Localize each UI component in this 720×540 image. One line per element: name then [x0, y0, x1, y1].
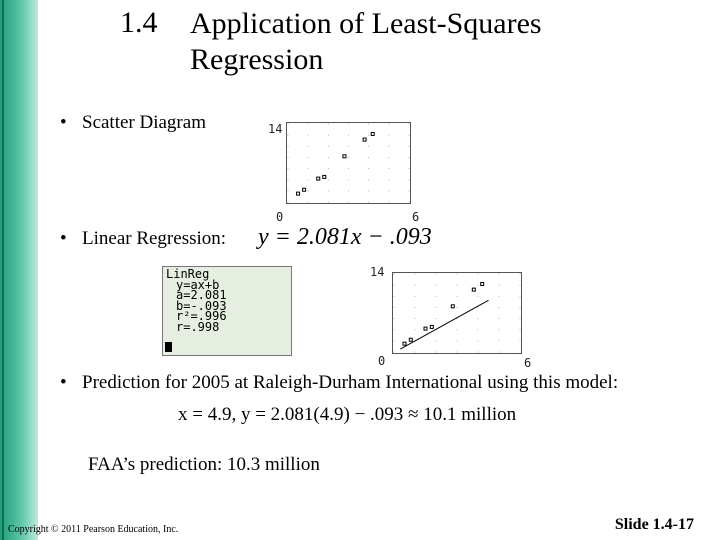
grid-dot: [368, 202, 369, 203]
grid-dot: [520, 318, 521, 319]
grid-dot: [409, 157, 410, 158]
grid-dot: [288, 202, 289, 203]
grid-dot: [409, 168, 410, 169]
grid-dot: [409, 202, 410, 203]
plot2-x-tick-min: 0: [378, 354, 386, 368]
data-point: [472, 288, 475, 291]
grid-dot: [436, 274, 437, 275]
calc-line: LinReg: [166, 267, 210, 281]
grid-dot: [308, 202, 309, 203]
grid-dot: [415, 296, 416, 297]
grid-dot: [388, 179, 389, 180]
grid-dot: [348, 202, 349, 203]
scatter-plot: [286, 122, 411, 204]
grid-dot: [415, 329, 416, 330]
grid-dot: [368, 157, 369, 158]
grid-dot: [499, 274, 500, 275]
prediction-equation: x = 4.9, y = 2.081(4.9) − .093 ≈ 10.1 million: [178, 404, 517, 425]
grid-dot: [288, 179, 289, 180]
grid-dot: [288, 146, 289, 147]
data-point: [343, 155, 346, 158]
bullet-icon: •: [60, 228, 67, 249]
grid-dot: [499, 340, 500, 341]
grid-dot: [368, 168, 369, 169]
grid-dot: [308, 157, 309, 158]
grid-dot: [457, 307, 458, 308]
grid-dot: [328, 146, 329, 147]
grid-dot: [368, 135, 369, 136]
grid-dot: [415, 318, 416, 319]
grid-dot: [308, 168, 309, 169]
grid-dot: [478, 274, 479, 275]
calculator-cursor: [165, 342, 172, 352]
grid-dot: [478, 352, 479, 353]
grid-dot: [478, 318, 479, 319]
data-point: [323, 175, 326, 178]
data-point: [481, 283, 484, 286]
grid-dot: [394, 285, 395, 286]
grid-dot: [499, 285, 500, 286]
calc-line: r²=.996: [176, 309, 227, 323]
data-point: [424, 327, 427, 330]
grid-dot: [368, 179, 369, 180]
grid-dot: [436, 296, 437, 297]
grid-dot: [457, 274, 458, 275]
bullet-icon: •: [60, 372, 67, 393]
grid-dot: [409, 179, 410, 180]
grid-dot: [348, 135, 349, 136]
grid-dot: [436, 307, 437, 308]
grid-dot: [415, 352, 416, 353]
grid-dot: [436, 285, 437, 286]
grid-dot: [436, 318, 437, 319]
grid-dot: [288, 190, 289, 191]
grid-dot: [388, 202, 389, 203]
grid-dot: [457, 285, 458, 286]
plot2-y-tick-max: 14: [370, 265, 385, 279]
bullet-scatter-text: Scatter Diagram: [82, 112, 206, 133]
grid-dot: [348, 179, 349, 180]
grid-dot: [328, 157, 329, 158]
calc-line: b=-.093: [176, 298, 227, 313]
grid-dot: [308, 124, 309, 125]
grid-dot: [520, 307, 521, 308]
grid-dot: [409, 124, 410, 125]
grid-dot: [415, 285, 416, 286]
faa-prediction: FAA’s prediction: 10.3 million: [88, 454, 320, 475]
grid-dot: [478, 307, 479, 308]
grid-dot: [520, 274, 521, 275]
bullet-prediction: [60, 372, 618, 394]
grid-dot: [457, 352, 458, 353]
data-point: [451, 305, 454, 308]
grid-dot: [499, 318, 500, 319]
grid-dot: [328, 179, 329, 180]
grid-dot: [388, 124, 389, 125]
grid-dot: [308, 135, 309, 136]
grid-dot: [388, 157, 389, 158]
data-point: [317, 177, 320, 180]
grid-dot: [436, 340, 437, 341]
plot2-x-tick-max: 6: [524, 356, 532, 370]
grid-dot: [409, 190, 410, 191]
calc-line: r=.998: [176, 319, 220, 334]
grid-dot: [308, 190, 309, 191]
grid-dot: [520, 296, 521, 297]
plot1-x-tick-min: 0: [276, 210, 284, 224]
grid-dot: [288, 135, 289, 136]
grid-dot: [457, 296, 458, 297]
sidebar-rule: [2, 0, 4, 540]
grid-dot: [394, 307, 395, 308]
grid-dot: [328, 202, 329, 203]
grid-dot: [328, 190, 329, 191]
grid-dot: [457, 340, 458, 341]
bullet-linreg: [60, 228, 226, 250]
grid-dot: [394, 318, 395, 319]
data-point: [363, 138, 366, 141]
calc-line: y=ax+b: [176, 277, 220, 292]
grid-dot: [388, 146, 389, 147]
grid-dot: [499, 352, 500, 353]
grid-dot: [394, 329, 395, 330]
grid-dot: [388, 190, 389, 191]
grid-dot: [348, 168, 349, 169]
grid-dot: [457, 329, 458, 330]
grid-dot: [348, 190, 349, 191]
copyright: Copyright © 2011 Pearson Education, Inc.: [8, 524, 179, 535]
grid-dot: [308, 179, 309, 180]
grid-dot: [436, 352, 437, 353]
grid-dot: [520, 352, 521, 353]
grid-dot: [348, 157, 349, 158]
slide-sidebar: [0, 0, 38, 540]
grid-dot: [415, 307, 416, 308]
plot1-x-tick-max: 6: [412, 210, 420, 224]
bullet-icon: •: [60, 112, 67, 133]
grid-dot: [394, 340, 395, 341]
plot1-y-tick-max: 14: [268, 122, 283, 136]
data-point: [403, 342, 406, 345]
grid-dot: [478, 285, 479, 286]
data-point: [371, 133, 374, 136]
grid-dot: [394, 296, 395, 297]
data-point: [303, 188, 306, 191]
grid-dot: [368, 190, 369, 191]
grid-dot: [520, 285, 521, 286]
grid-dot: [328, 168, 329, 169]
bullet-linreg-text: Linear Regression:: [82, 228, 227, 249]
grid-dot: [368, 146, 369, 147]
section-number: 1.4: [120, 6, 158, 39]
grid-dot: [520, 340, 521, 341]
grid-dot: [328, 124, 329, 125]
grid-dot: [499, 329, 500, 330]
grid-dot: [388, 135, 389, 136]
data-point: [297, 192, 300, 195]
regression-plot: [392, 272, 522, 354]
grid-dot: [499, 307, 500, 308]
grid-dot: [409, 146, 410, 147]
grid-dot: [288, 168, 289, 169]
calculator-screen: [162, 266, 292, 356]
grid-dot: [308, 146, 309, 147]
grid-dot: [478, 329, 479, 330]
grid-dot: [409, 135, 410, 136]
bullet-scatter: [60, 112, 206, 134]
slide-number: Slide 1.4-17: [614, 516, 694, 533]
data-point: [430, 325, 433, 328]
grid-dot: [415, 274, 416, 275]
grid-dot: [288, 124, 289, 125]
grid-dot: [499, 296, 500, 297]
page-title: Application of Least-Squares Regression: [190, 7, 542, 76]
data-point: [409, 338, 412, 341]
grid-dot: [368, 124, 369, 125]
grid-dot: [478, 340, 479, 341]
grid-dot: [394, 352, 395, 353]
grid-dot: [388, 168, 389, 169]
grid-dot: [394, 274, 395, 275]
grid-dot: [520, 329, 521, 330]
regression-equation: y = 2.081x − .093: [258, 224, 432, 250]
grid-dot: [288, 157, 289, 158]
bullet-prediction-text: Prediction for 2005 at Raleigh-Durham International using this model:: [82, 372, 619, 393]
grid-dot: [348, 124, 349, 125]
grid-dot: [348, 146, 349, 147]
grid-dot: [328, 135, 329, 136]
grid-dot: [478, 296, 479, 297]
calc-line: a=2.081: [176, 288, 227, 302]
